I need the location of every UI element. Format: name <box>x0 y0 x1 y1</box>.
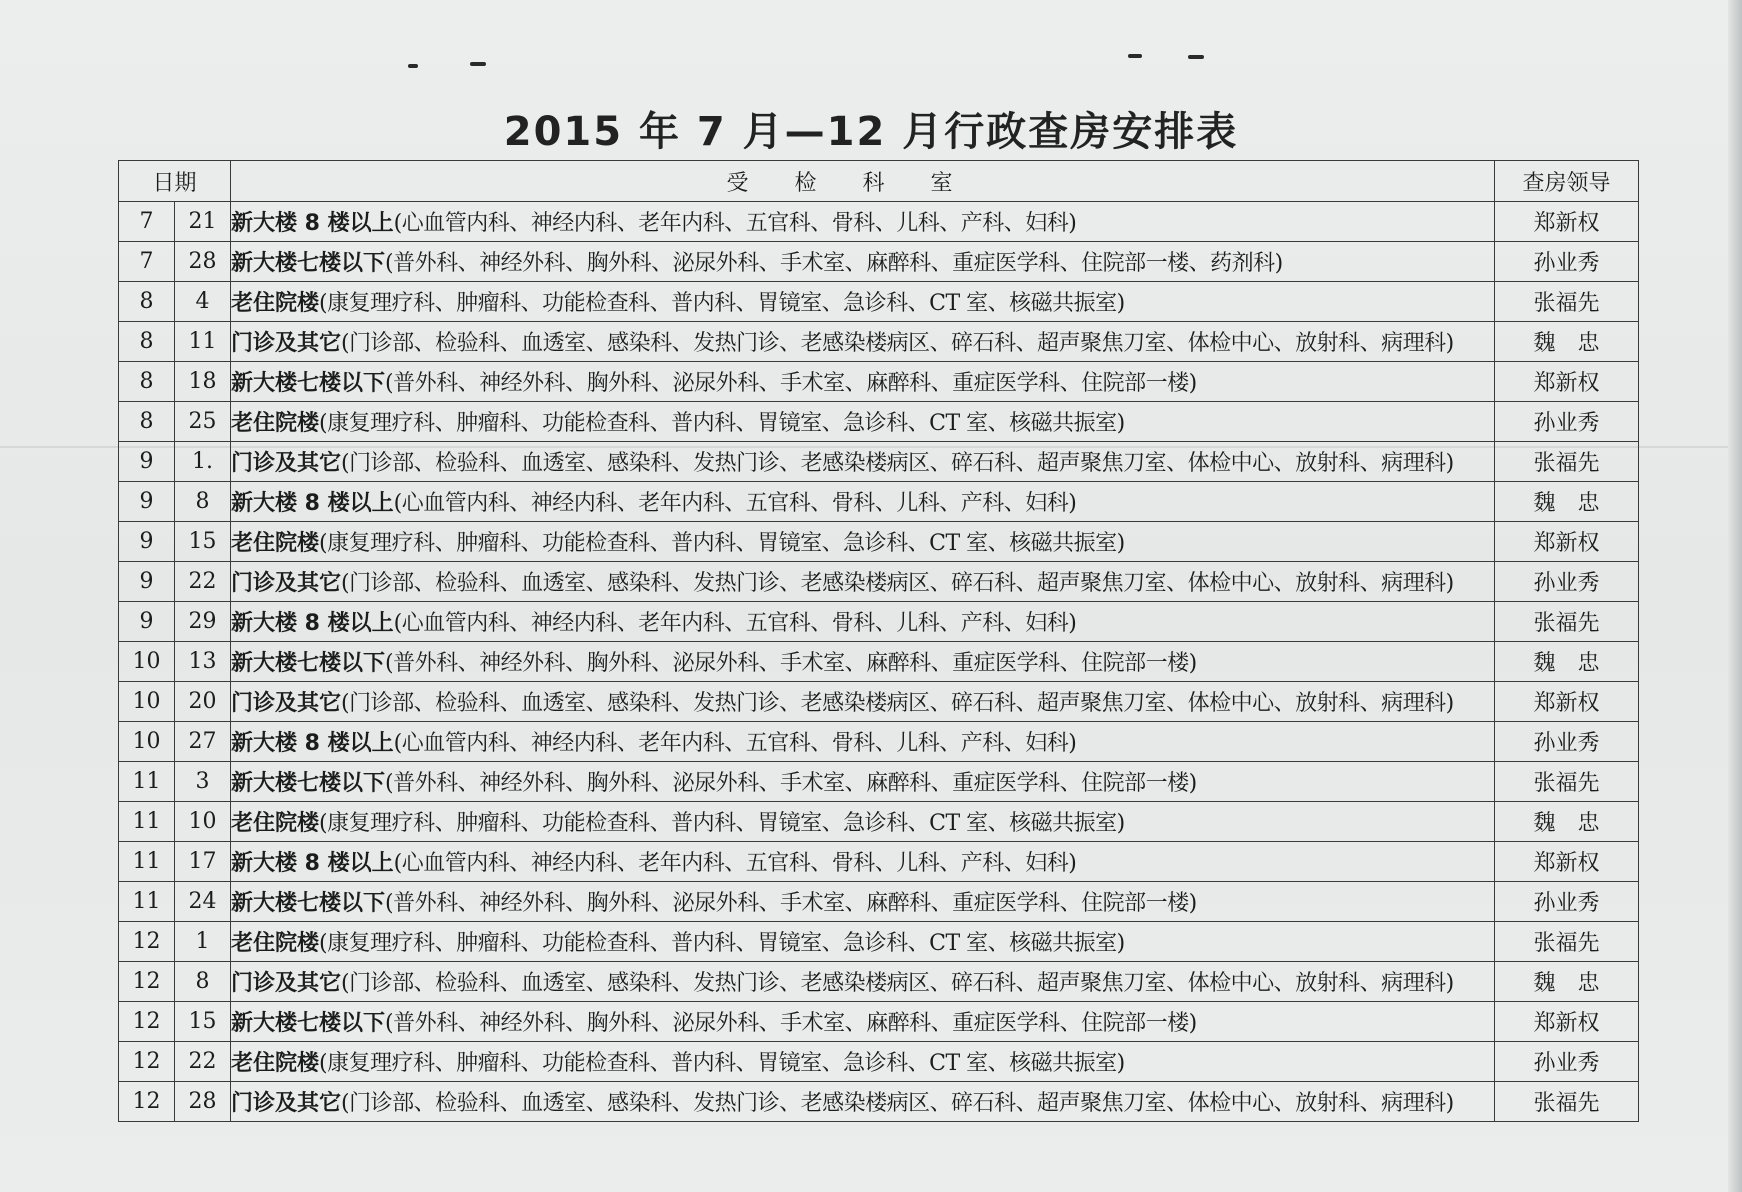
leader-cell: 张福先 <box>1495 442 1639 482</box>
table-row <box>119 682 1639 722</box>
department-list: (门诊部、检验科、血透室、感染科、发热门诊、老感染楼病区、碎石科、超声聚焦刀室、体检中心、放射科、病理科) <box>341 691 1454 716</box>
month-cell: 8 <box>119 282 175 322</box>
department-cell <box>231 722 1495 762</box>
day-cell: 1. <box>175 442 231 482</box>
table-row <box>119 602 1639 642</box>
month-cell: 9 <box>119 482 175 522</box>
building-name: 新大楼 8 楼以上 <box>231 211 394 236</box>
department-cell <box>231 882 1495 922</box>
table-row <box>119 402 1639 442</box>
building-name: 老住院楼 <box>231 531 320 556</box>
department-list: (普外科、神经外科、胸外科、泌尿外科、手术室、麻醉科、重症医学科、住院部一楼、药剂科) <box>385 251 1283 276</box>
department-list: (普外科、神经外科、胸外科、泌尿外科、手术室、麻醉科、重症医学科、住院部一楼) <box>385 771 1197 796</box>
table-header-row <box>119 161 1639 202</box>
department-list: (心血管内科、神经内科、老年内科、五官科、骨科、儿科、产科、妇科) <box>393 491 1077 516</box>
department-list: (门诊部、检验科、血透室、感染科、发热门诊、老感染楼病区、碎石科、超声聚焦刀室、体检中心、放射科、病理科) <box>341 451 1454 476</box>
table-row <box>119 202 1639 242</box>
building-name: 老住院楼 <box>231 811 320 836</box>
table-row <box>119 562 1639 602</box>
day-cell: 28 <box>175 1082 231 1122</box>
building-name: 门诊及其它 <box>231 571 342 596</box>
leader-cell: 郑新权 <box>1495 202 1639 242</box>
month-cell: 12 <box>119 922 175 962</box>
building-name: 门诊及其它 <box>231 691 342 716</box>
department-list: (普外科、神经外科、胸外科、泌尿外科、手术室、麻醉科、重症医学科、住院部一楼) <box>385 651 1197 676</box>
hole-punch-mark <box>470 62 486 66</box>
table-row <box>119 1082 1639 1122</box>
day-cell: 17 <box>175 842 231 882</box>
month-cell: 10 <box>119 722 175 762</box>
department-cell <box>231 482 1495 522</box>
department-cell <box>231 642 1495 682</box>
day-cell: 3 <box>175 762 231 802</box>
day-cell: 22 <box>175 562 231 602</box>
department-cell <box>231 962 1495 1002</box>
day-cell: 27 <box>175 722 231 762</box>
department-cell <box>231 242 1495 282</box>
leader-cell: 郑新权 <box>1495 362 1639 402</box>
department-list: (门诊部、检验科、血透室、感染科、发热门诊、老感染楼病区、碎石科、超声聚焦刀室、体检中心、放射科、病理科) <box>341 331 1454 356</box>
building-name: 新大楼 8 楼以上 <box>231 611 394 636</box>
month-cell: 9 <box>119 602 175 642</box>
department-cell <box>231 362 1495 402</box>
table-row <box>119 922 1639 962</box>
building-name: 新大楼 8 楼以上 <box>231 851 394 876</box>
month-cell: 7 <box>119 242 175 282</box>
department-cell <box>231 562 1495 602</box>
department-cell <box>231 402 1495 442</box>
header-department: 受检科室 <box>231 161 1495 202</box>
department-cell <box>231 762 1495 802</box>
month-cell: 12 <box>119 1042 175 1082</box>
department-cell <box>231 682 1495 722</box>
header-leader: 查房领导 <box>1495 161 1639 202</box>
table-row <box>119 482 1639 522</box>
day-cell: 11 <box>175 322 231 362</box>
day-cell: 13 <box>175 642 231 682</box>
department-list: (康复理疗科、肿瘤科、功能检查科、普内科、胃镜室、急诊科、CT 室、核磁共振室) <box>319 291 1125 316</box>
building-name: 门诊及其它 <box>231 1091 342 1116</box>
department-list: (心血管内科、神经内科、老年内科、五官科、骨科、儿科、产科、妇科) <box>393 731 1077 756</box>
table-row <box>119 442 1639 482</box>
table-row <box>119 722 1639 762</box>
department-cell <box>231 442 1495 482</box>
month-cell: 7 <box>119 202 175 242</box>
month-cell: 9 <box>119 442 175 482</box>
leader-cell: 张福先 <box>1495 602 1639 642</box>
leader-cell: 孙业秀 <box>1495 402 1639 442</box>
header-date: 日期 <box>119 161 231 202</box>
table-row <box>119 762 1639 802</box>
building-name: 新大楼七楼以下 <box>231 371 386 396</box>
building-name: 新大楼七楼以下 <box>231 1011 386 1036</box>
table-row <box>119 522 1639 562</box>
month-cell: 12 <box>119 962 175 1002</box>
building-name: 门诊及其它 <box>231 331 342 356</box>
department-cell <box>231 282 1495 322</box>
leader-cell: 张福先 <box>1495 282 1639 322</box>
leader-cell: 孙业秀 <box>1495 562 1639 602</box>
department-list: (门诊部、检验科、血透室、感染科、发热门诊、老感染楼病区、碎石科、超声聚焦刀室、体检中心、放射科、病理科) <box>341 971 1454 996</box>
table-row <box>119 242 1639 282</box>
leader-cell: 孙业秀 <box>1495 882 1639 922</box>
leader-cell: 郑新权 <box>1495 522 1639 562</box>
leader-cell: 张福先 <box>1495 762 1639 802</box>
day-cell: 18 <box>175 362 231 402</box>
department-list: (康复理疗科、肿瘤科、功能检查科、普内科、胃镜室、急诊科、CT 室、核磁共振室) <box>319 931 1125 956</box>
department-list: (门诊部、检验科、血透室、感染科、发热门诊、老感染楼病区、碎石科、超声聚焦刀室、体检中心、放射科、病理科) <box>341 1091 1454 1116</box>
day-cell: 15 <box>175 522 231 562</box>
department-list: (门诊部、检验科、血透室、感染科、发热门诊、老感染楼病区、碎石科、超声聚焦刀室、体检中心、放射科、病理科) <box>341 571 1454 596</box>
table-row <box>119 282 1639 322</box>
table-row <box>119 802 1639 842</box>
hole-punch-mark <box>1188 55 1204 59</box>
table-row <box>119 322 1639 362</box>
department-cell <box>231 1042 1495 1082</box>
leader-cell: 魏 忠 <box>1495 322 1639 362</box>
department-cell <box>231 1002 1495 1042</box>
day-cell: 24 <box>175 882 231 922</box>
table-row <box>119 1002 1639 1042</box>
month-cell: 11 <box>119 762 175 802</box>
leader-cell: 郑新权 <box>1495 682 1639 722</box>
table-row <box>119 642 1639 682</box>
leader-cell: 魏 忠 <box>1495 642 1639 682</box>
department-cell <box>231 842 1495 882</box>
scan-edge <box>1728 0 1742 1192</box>
department-list: (心血管内科、神经内科、老年内科、五官科、骨科、儿科、产科、妇科) <box>393 611 1077 636</box>
building-name: 老住院楼 <box>231 411 320 436</box>
table-body <box>119 202 1639 1122</box>
building-name: 老住院楼 <box>231 931 320 956</box>
month-cell: 8 <box>119 362 175 402</box>
leader-cell: 郑新权 <box>1495 842 1639 882</box>
inspection-schedule-table <box>118 160 1639 1122</box>
department-cell <box>231 802 1495 842</box>
day-cell: 15 <box>175 1002 231 1042</box>
day-cell: 4 <box>175 282 231 322</box>
month-cell: 10 <box>119 642 175 682</box>
leader-cell: 魏 忠 <box>1495 802 1639 842</box>
table-row <box>119 882 1639 922</box>
month-cell: 12 <box>119 1082 175 1122</box>
month-cell: 9 <box>119 522 175 562</box>
month-cell: 11 <box>119 882 175 922</box>
building-name: 新大楼七楼以下 <box>231 251 386 276</box>
building-name: 新大楼七楼以下 <box>231 771 386 796</box>
table-row <box>119 962 1639 1002</box>
leader-cell: 张福先 <box>1495 1082 1639 1122</box>
department-list: (康复理疗科、肿瘤科、功能检查科、普内科、胃镜室、急诊科、CT 室、核磁共振室) <box>319 531 1125 556</box>
leader-cell: 郑新权 <box>1495 1002 1639 1042</box>
page-title: 2015 年 7 月—12 月行政查房安排表 <box>503 109 1239 155</box>
department-list: (普外科、神经外科、胸外科、泌尿外科、手术室、麻醉科、重症医学科、住院部一楼) <box>385 1011 1197 1036</box>
month-cell: 11 <box>119 842 175 882</box>
department-cell <box>231 322 1495 362</box>
department-cell <box>231 522 1495 562</box>
day-cell: 25 <box>175 402 231 442</box>
month-cell: 12 <box>119 1002 175 1042</box>
building-name: 新大楼七楼以下 <box>231 651 386 676</box>
department-list: (普外科、神经外科、胸外科、泌尿外科、手术室、麻醉科、重症医学科、住院部一楼) <box>385 891 1197 916</box>
department-list: (康复理疗科、肿瘤科、功能检查科、普内科、胃镜室、急诊科、CT 室、核磁共振室) <box>319 1051 1125 1076</box>
department-list: (心血管内科、神经内科、老年内科、五官科、骨科、儿科、产科、妇科) <box>393 851 1077 876</box>
department-cell <box>231 1082 1495 1122</box>
table-row <box>119 842 1639 882</box>
day-cell: 22 <box>175 1042 231 1082</box>
leader-cell: 孙业秀 <box>1495 1042 1639 1082</box>
department-list: (康复理疗科、肿瘤科、功能检查科、普内科、胃镜室、急诊科、CT 室、核磁共振室) <box>319 811 1125 836</box>
leader-cell: 魏 忠 <box>1495 962 1639 1002</box>
department-cell <box>231 602 1495 642</box>
month-cell: 8 <box>119 322 175 362</box>
day-cell: 29 <box>175 602 231 642</box>
table-row <box>119 362 1639 402</box>
building-name: 新大楼 8 楼以上 <box>231 731 394 756</box>
building-name: 新大楼七楼以下 <box>231 891 386 916</box>
department-list: (康复理疗科、肿瘤科、功能检查科、普内科、胃镜室、急诊科、CT 室、核磁共振室) <box>319 411 1125 436</box>
building-name: 门诊及其它 <box>231 971 342 996</box>
day-cell: 10 <box>175 802 231 842</box>
month-cell: 10 <box>119 682 175 722</box>
leader-cell: 张福先 <box>1495 922 1639 962</box>
month-cell: 9 <box>119 562 175 602</box>
building-name: 门诊及其它 <box>231 451 342 476</box>
month-cell: 8 <box>119 402 175 442</box>
building-name: 老住院楼 <box>231 291 320 316</box>
leader-cell: 魏 忠 <box>1495 482 1639 522</box>
department-list: (普外科、神经外科、胸外科、泌尿外科、手术室、麻醉科、重症医学科、住院部一楼) <box>385 371 1197 396</box>
department-cell <box>231 202 1495 242</box>
department-cell <box>231 922 1495 962</box>
hole-punch-mark <box>408 64 418 68</box>
leader-cell: 孙业秀 <box>1495 242 1639 282</box>
department-list: (心血管内科、神经内科、老年内科、五官科、骨科、儿科、产科、妇科) <box>393 211 1077 236</box>
month-cell: 11 <box>119 802 175 842</box>
building-name: 新大楼 8 楼以上 <box>231 491 394 516</box>
leader-cell: 孙业秀 <box>1495 722 1639 762</box>
day-cell: 20 <box>175 682 231 722</box>
building-name: 老住院楼 <box>231 1051 320 1076</box>
day-cell: 28 <box>175 242 231 282</box>
day-cell: 21 <box>175 202 231 242</box>
table-row <box>119 1042 1639 1082</box>
day-cell: 8 <box>175 962 231 1002</box>
day-cell: 1 <box>175 922 231 962</box>
day-cell: 8 <box>175 482 231 522</box>
hole-punch-mark <box>1128 54 1142 58</box>
